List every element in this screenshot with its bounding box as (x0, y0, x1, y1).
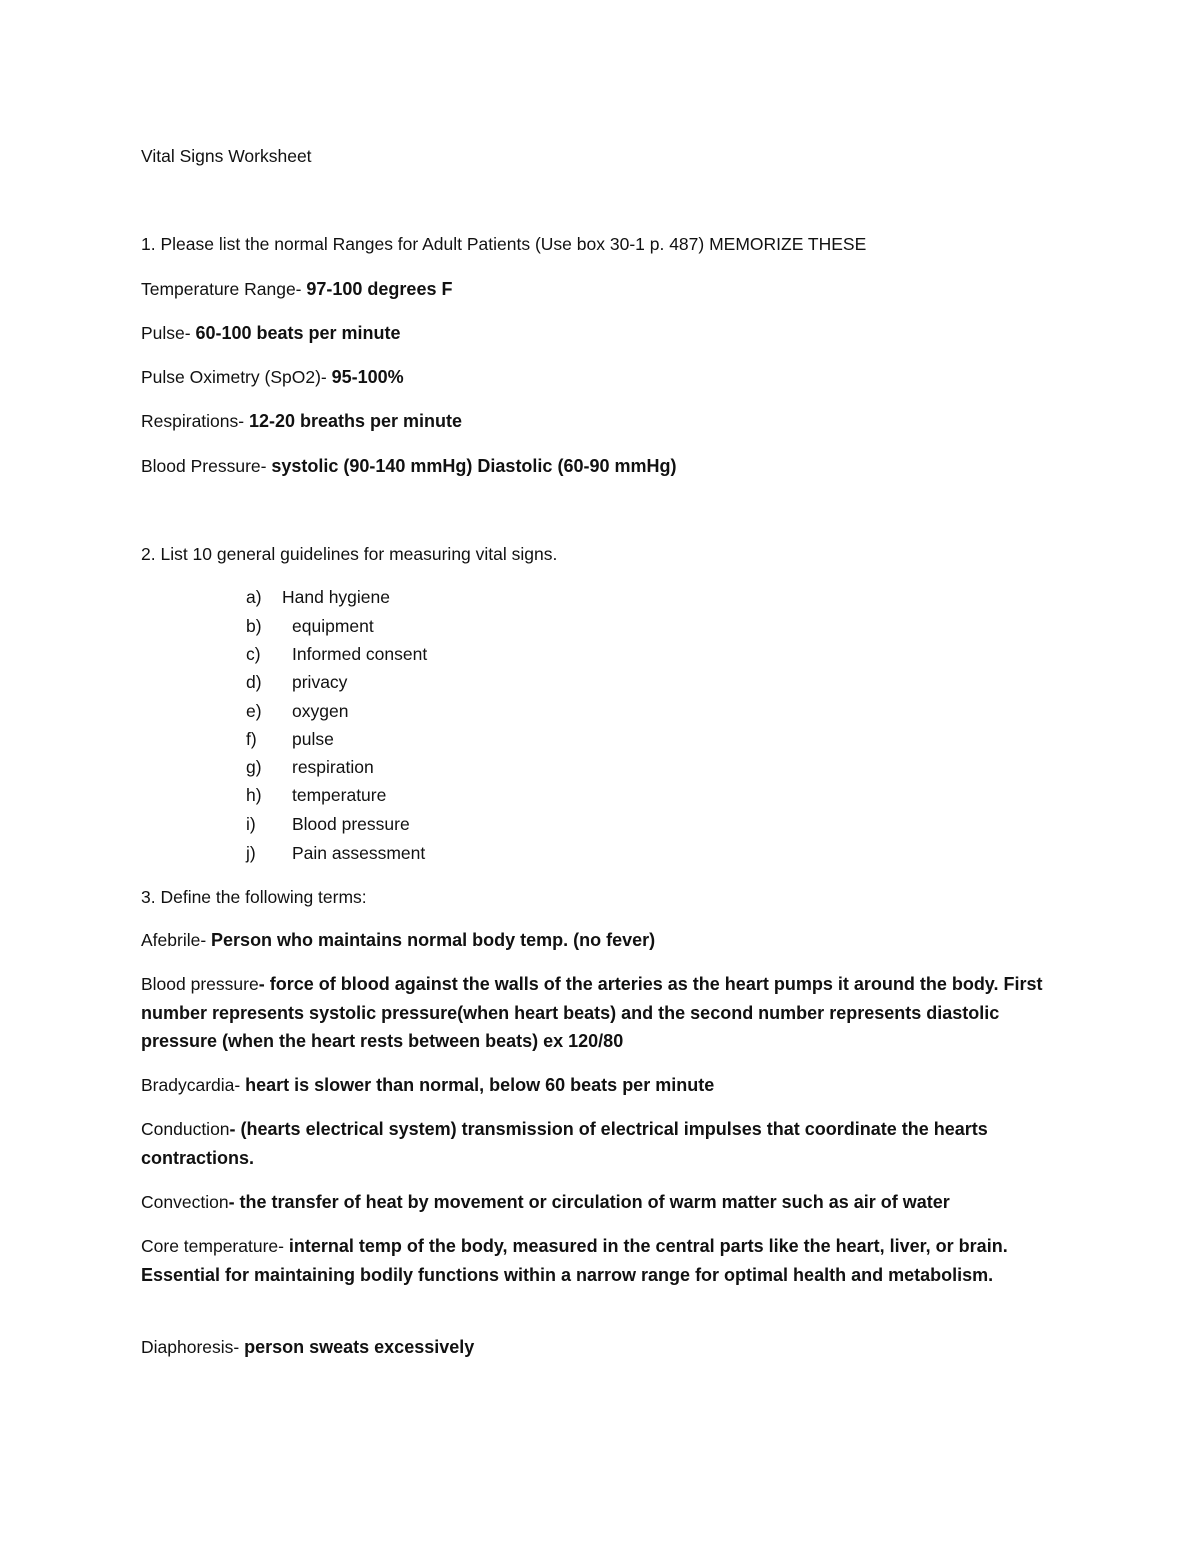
range-row-pulse (141, 321, 401, 345)
definition-text: Person who maintains normal body temp. (no fever) (211, 930, 656, 950)
list-text: Blood pressure (292, 814, 410, 834)
definition-afebrile (141, 926, 1061, 955)
definition-core-temperature (141, 1232, 1061, 1289)
list-text: Pain assessment (292, 843, 426, 863)
list-text: oxygen (292, 701, 349, 721)
list-text: privacy (292, 672, 348, 692)
definition-text: internal temp of the body, measured in the central parts like the heart, liver, or brain. Essential for maintaining bodily functions within a narrow range for optimal health and metabolism. (141, 1236, 1008, 1285)
list-letter: c) (246, 644, 261, 664)
definition-blood-pressure (141, 970, 1061, 1056)
list-letter: a) (246, 587, 262, 607)
range-answer: 60-100 beats per minute (195, 323, 401, 343)
definition-text: person sweats excessively (244, 1337, 475, 1357)
list-item (246, 614, 374, 638)
definition-text: - (hearts electrical system) transmission of electrical impulses that coordinate the hearts contractions. (141, 1119, 988, 1168)
list-item (246, 642, 427, 666)
range-label: Respirations- (141, 411, 249, 431)
list-item (246, 585, 390, 609)
definition-text: - force of blood against the walls of the arteries as the heart pumps it around the body. First number represents systolic pressure(when heart beats) and the second number represents diastolic pressure (when the heart rests between beats) ex 120/80 (141, 974, 1043, 1051)
list-item (246, 670, 347, 694)
list-text: Informed consent (292, 644, 428, 664)
question-3-prompt: 3. Define the following terms: (141, 887, 367, 907)
definition-term: Bradycardia- (141, 1075, 246, 1095)
range-row-temperature (141, 277, 452, 301)
list-item (246, 699, 348, 723)
list-letter: e) (246, 701, 262, 721)
range-answer: 95-100% (331, 367, 404, 387)
list-letter: f) (246, 729, 257, 749)
range-label: Temperature Range- (141, 279, 307, 299)
list-item (246, 727, 334, 751)
range-row-respirations (141, 409, 462, 433)
list-letter: i) (246, 814, 256, 834)
definition-term: Diaphoresis- (141, 1337, 245, 1357)
definition-term: Convection (141, 1192, 229, 1212)
list-text: Hand hygiene (282, 587, 390, 607)
list-letter: b) (246, 616, 262, 636)
list-letter: h) (246, 785, 262, 805)
range-label: Pulse Oximetry (SpO2)- (141, 367, 332, 387)
question-2-prompt: 2. List 10 general guidelines for measuring vital signs. (141, 544, 558, 564)
list-item (246, 841, 425, 865)
list-text: temperature (292, 785, 387, 805)
range-answer: 97-100 degrees F (306, 279, 453, 299)
definition-term: Afebrile- (141, 930, 212, 950)
list-text: equipment (292, 616, 374, 636)
range-label: Pulse- (141, 323, 196, 343)
range-row-blood-pressure (141, 454, 676, 478)
definition-diaphoresis (141, 1333, 1061, 1362)
definition-text: - the transfer of heat by movement or circulation of warm matter such as air of water (228, 1192, 950, 1212)
list-letter: j) (246, 843, 256, 863)
range-answer: 12-20 breaths per minute (248, 411, 463, 431)
definition-term: Blood pressure (141, 974, 259, 994)
list-item (246, 755, 374, 779)
definition-convection (141, 1188, 1061, 1217)
range-row-pulse-oximetry (141, 365, 404, 389)
range-answer: systolic (90-140 mmHg) Diastolic (60-90 mmHg) (271, 456, 677, 476)
list-letter: g) (246, 757, 262, 777)
definition-term: Conduction (141, 1119, 230, 1139)
definition-term: Core temperature- (141, 1236, 289, 1256)
list-text: pulse (292, 729, 334, 749)
range-label: Blood Pressure- (141, 456, 272, 476)
list-letter: d) (246, 672, 262, 692)
definition-text: heart is slower than normal, below 60 beats per minute (245, 1075, 715, 1095)
list-item (246, 783, 386, 807)
page-title: Vital Signs Worksheet (141, 146, 312, 166)
question-1-prompt: 1. Please list the normal Ranges for Adult Patients (Use box 30-1 p. 487) MEMORIZE THESE (141, 234, 867, 254)
list-item (246, 812, 410, 836)
list-text: respiration (292, 757, 374, 777)
definition-conduction (141, 1115, 1061, 1172)
definition-bradycardia (141, 1071, 1061, 1100)
